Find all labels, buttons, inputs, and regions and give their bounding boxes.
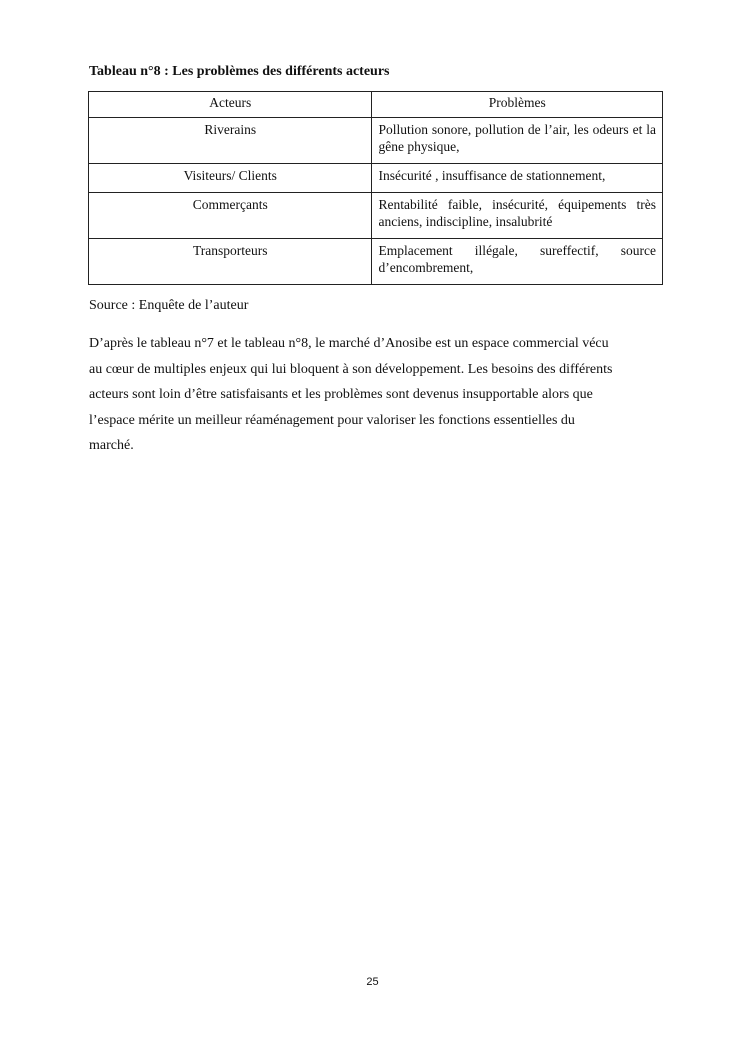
actor-cell: Visiteurs/ Clients bbox=[89, 164, 372, 193]
table-source: Source : Enquête de l’auteur bbox=[89, 298, 249, 313]
paragraph-line: marché. bbox=[89, 438, 134, 454]
problem-cell: Emplacement illégale, sureffectif, source d’encombrement, bbox=[372, 239, 663, 285]
actor-cell: Riverains bbox=[89, 118, 372, 164]
page-number: 25 bbox=[366, 976, 379, 988]
header-actors: Acteurs bbox=[89, 92, 372, 118]
table-row bbox=[89, 193, 663, 239]
actors-problems-table bbox=[88, 91, 663, 285]
problem-cell: Insécurité , insuffisance de stationnement, bbox=[372, 164, 663, 193]
problem-cell: Rentabilité faible, insécurité, équipements très anciens, indiscipline, insalubrité bbox=[372, 193, 663, 239]
table-row bbox=[89, 118, 663, 164]
table-header-row bbox=[89, 92, 663, 118]
header-problems: Problèmes bbox=[372, 92, 663, 118]
paragraph-line: acteurs sont loin d’être satisfaisants et les problèmes sont devenus insupportable alors que bbox=[89, 387, 593, 403]
table-row bbox=[89, 239, 663, 285]
actor-cell: Commerçants bbox=[89, 193, 372, 239]
paragraph-line: au cœur de multiples enjeux qui lui bloquent à son développement. Les besoins des différents bbox=[89, 361, 613, 377]
problem-cell: Pollution sonore, pollution de l’air, les odeurs et la gêne physique, bbox=[372, 118, 663, 164]
paragraph-line: D’après le tableau n°7 et le tableau n°8, le marché d’Anosibe est un espace commercial vécu bbox=[89, 336, 609, 351]
actor-cell: Transporteurs bbox=[89, 239, 372, 285]
body-paragraph bbox=[89, 331, 649, 459]
table-row bbox=[89, 164, 663, 193]
paragraph-line: l’espace mérite un meilleur réaménagement pour valoriser les fonctions essentielles du bbox=[89, 412, 575, 428]
table-title: Tableau n°8 : Les problèmes des différents acteurs bbox=[89, 64, 390, 79]
